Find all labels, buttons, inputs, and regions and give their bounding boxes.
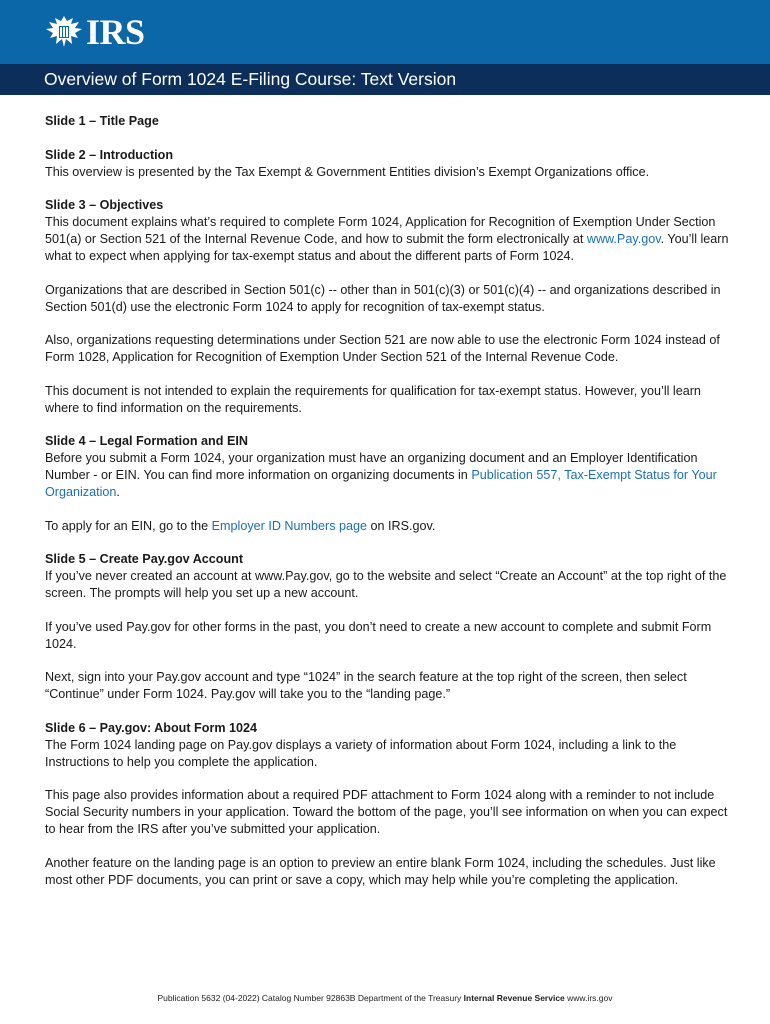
slide-6-section (45, 720, 735, 889)
slide-5-paragraph-3: Next, sign into your Pay.gov account and type “1024” in the search feature at the top right of the screen, then select “Continue” under Form 1024. Pay.gov will take you to the “landing page.” (45, 670, 687, 701)
slide-4-text-a: Before you submit a Form 1024, your organization must have an organizing document and an Employer Identification Number - or EIN. You can find more information on organizing documents in (45, 451, 698, 482)
footer-text-right: www.irs.gov (564, 993, 613, 1003)
slide-5-paragraph-1: If you’ve never created an account at www.Pay.gov, go to the website and select “Create an Account” at the top right of the screen. The prompts will help you set up a new account. (45, 569, 727, 600)
slide-4-text-c: To apply for an EIN, go to the (45, 518, 212, 533)
slide-2-heading: Slide 2 – Introduction (45, 147, 174, 162)
slide-3-paragraph-2: Organizations that are described in Section 501(c) -- other than in 501(c)(3) or 501(c)(4) -- and organizations described in Section 501(d) use the electronic Form 1024 to apply for recognition of tax-exempt status. (45, 282, 721, 314)
page-footer (0, 993, 770, 1003)
slide-2-paragraph: This overview is presented by the Tax Exempt & Government Entities division’s Exempt Organizations office. (45, 164, 650, 179)
slide-1-section (45, 113, 735, 130)
slide-5-heading: Slide 5 – Create Pay.gov Account (45, 552, 244, 566)
slide-4-paragraph-1 (45, 450, 735, 501)
slide-1-heading: Slide 1 – Title Page (45, 114, 159, 128)
slide-3-heading: Slide 3 – Objectives (45, 198, 164, 212)
slide-3-text-a: This document explains what’s required to complete Form 1024, Application for Recognition of Exemption Under Section 501(a) or Section 521 of the Internal Revenue Code, and how to submit the form electronically at (45, 215, 716, 246)
slide-4-section (45, 433, 735, 535)
logo-text: IRS (86, 12, 145, 52)
document-body (45, 113, 735, 905)
slide-6-heading: Slide 6 – Pay.gov: About Form 1024 (45, 720, 258, 735)
slide-4-text-b: . (116, 485, 120, 499)
slide-6-paragraph-1: The Form 1024 landing page on Pay.gov displays a variety of information about Form 1024, including a link to the Instructions to help you complete the application. (45, 737, 677, 769)
slide-2-section (45, 147, 735, 181)
slide-3-paragraph-4: This document is not intended to explain the requirements for qualification for tax-exempt status. However, you’ll learn where to find information on the requirements. (45, 383, 701, 415)
footer-agency: Internal Revenue Service (463, 993, 565, 1003)
publication-557-link[interactable]: Publication 557, Tax-Exempt Status for Your Organization (45, 468, 717, 499)
top-banner (0, 0, 770, 64)
slide-5-section (45, 551, 735, 703)
slide-4-paragraph-2 (45, 518, 735, 535)
irs-logo[interactable] (44, 14, 145, 50)
employer-id-numbers-link[interactable]: Employer ID Numbers page (211, 518, 368, 533)
slide-3-section (45, 197, 735, 417)
footer-text-left: Publication 5632 (04-2022) Catalog Number 92863B Department of the Treasury (157, 993, 464, 1003)
eagle-icon (44, 14, 84, 50)
slide-3-text-b: . You’ll learn what to expect when applying for tax-exempt status and about the different parts of Form 1024. (45, 232, 729, 263)
pay-gov-link[interactable]: www.Pay.gov (586, 232, 661, 246)
slide-4-text-d: on IRS.gov. (367, 518, 436, 533)
slide-6-paragraph-2: This page also provides information about a required PDF attachment to Form 1024 along with a reminder to not include Social Security numbers in your application. Toward the bottom of the page, you’ll see information on when you can expect to hear from the IRS after you’ve submitted your application. (45, 788, 728, 836)
page-title: Overview of Form 1024 E-Filing Course: Text Version (44, 69, 457, 89)
slide-4-heading: Slide 4 – Legal Formation and EIN (45, 434, 248, 448)
slide-6-paragraph-3: Another feature on the landing page is an option to preview an entire blank Form 1024, including the schedules. Just like most other PDF documents, you can print or save a copy, which may help while you’re completing the application. (45, 855, 716, 887)
slide-3-paragraph-1 (45, 214, 735, 265)
title-bar (0, 64, 770, 95)
slide-5-paragraph-2: If you’ve used Pay.gov for other forms in the past, you don’t need to create a new account to complete and submit Form 1024. (45, 619, 712, 651)
slide-3-paragraph-3: Also, organizations requesting determinations under Section 521 are now able to use the electronic Form 1024 instead of Form 1028, Application for Recognition of Exemption Under Section 521 of the Internal Revenue Code. (45, 333, 720, 364)
